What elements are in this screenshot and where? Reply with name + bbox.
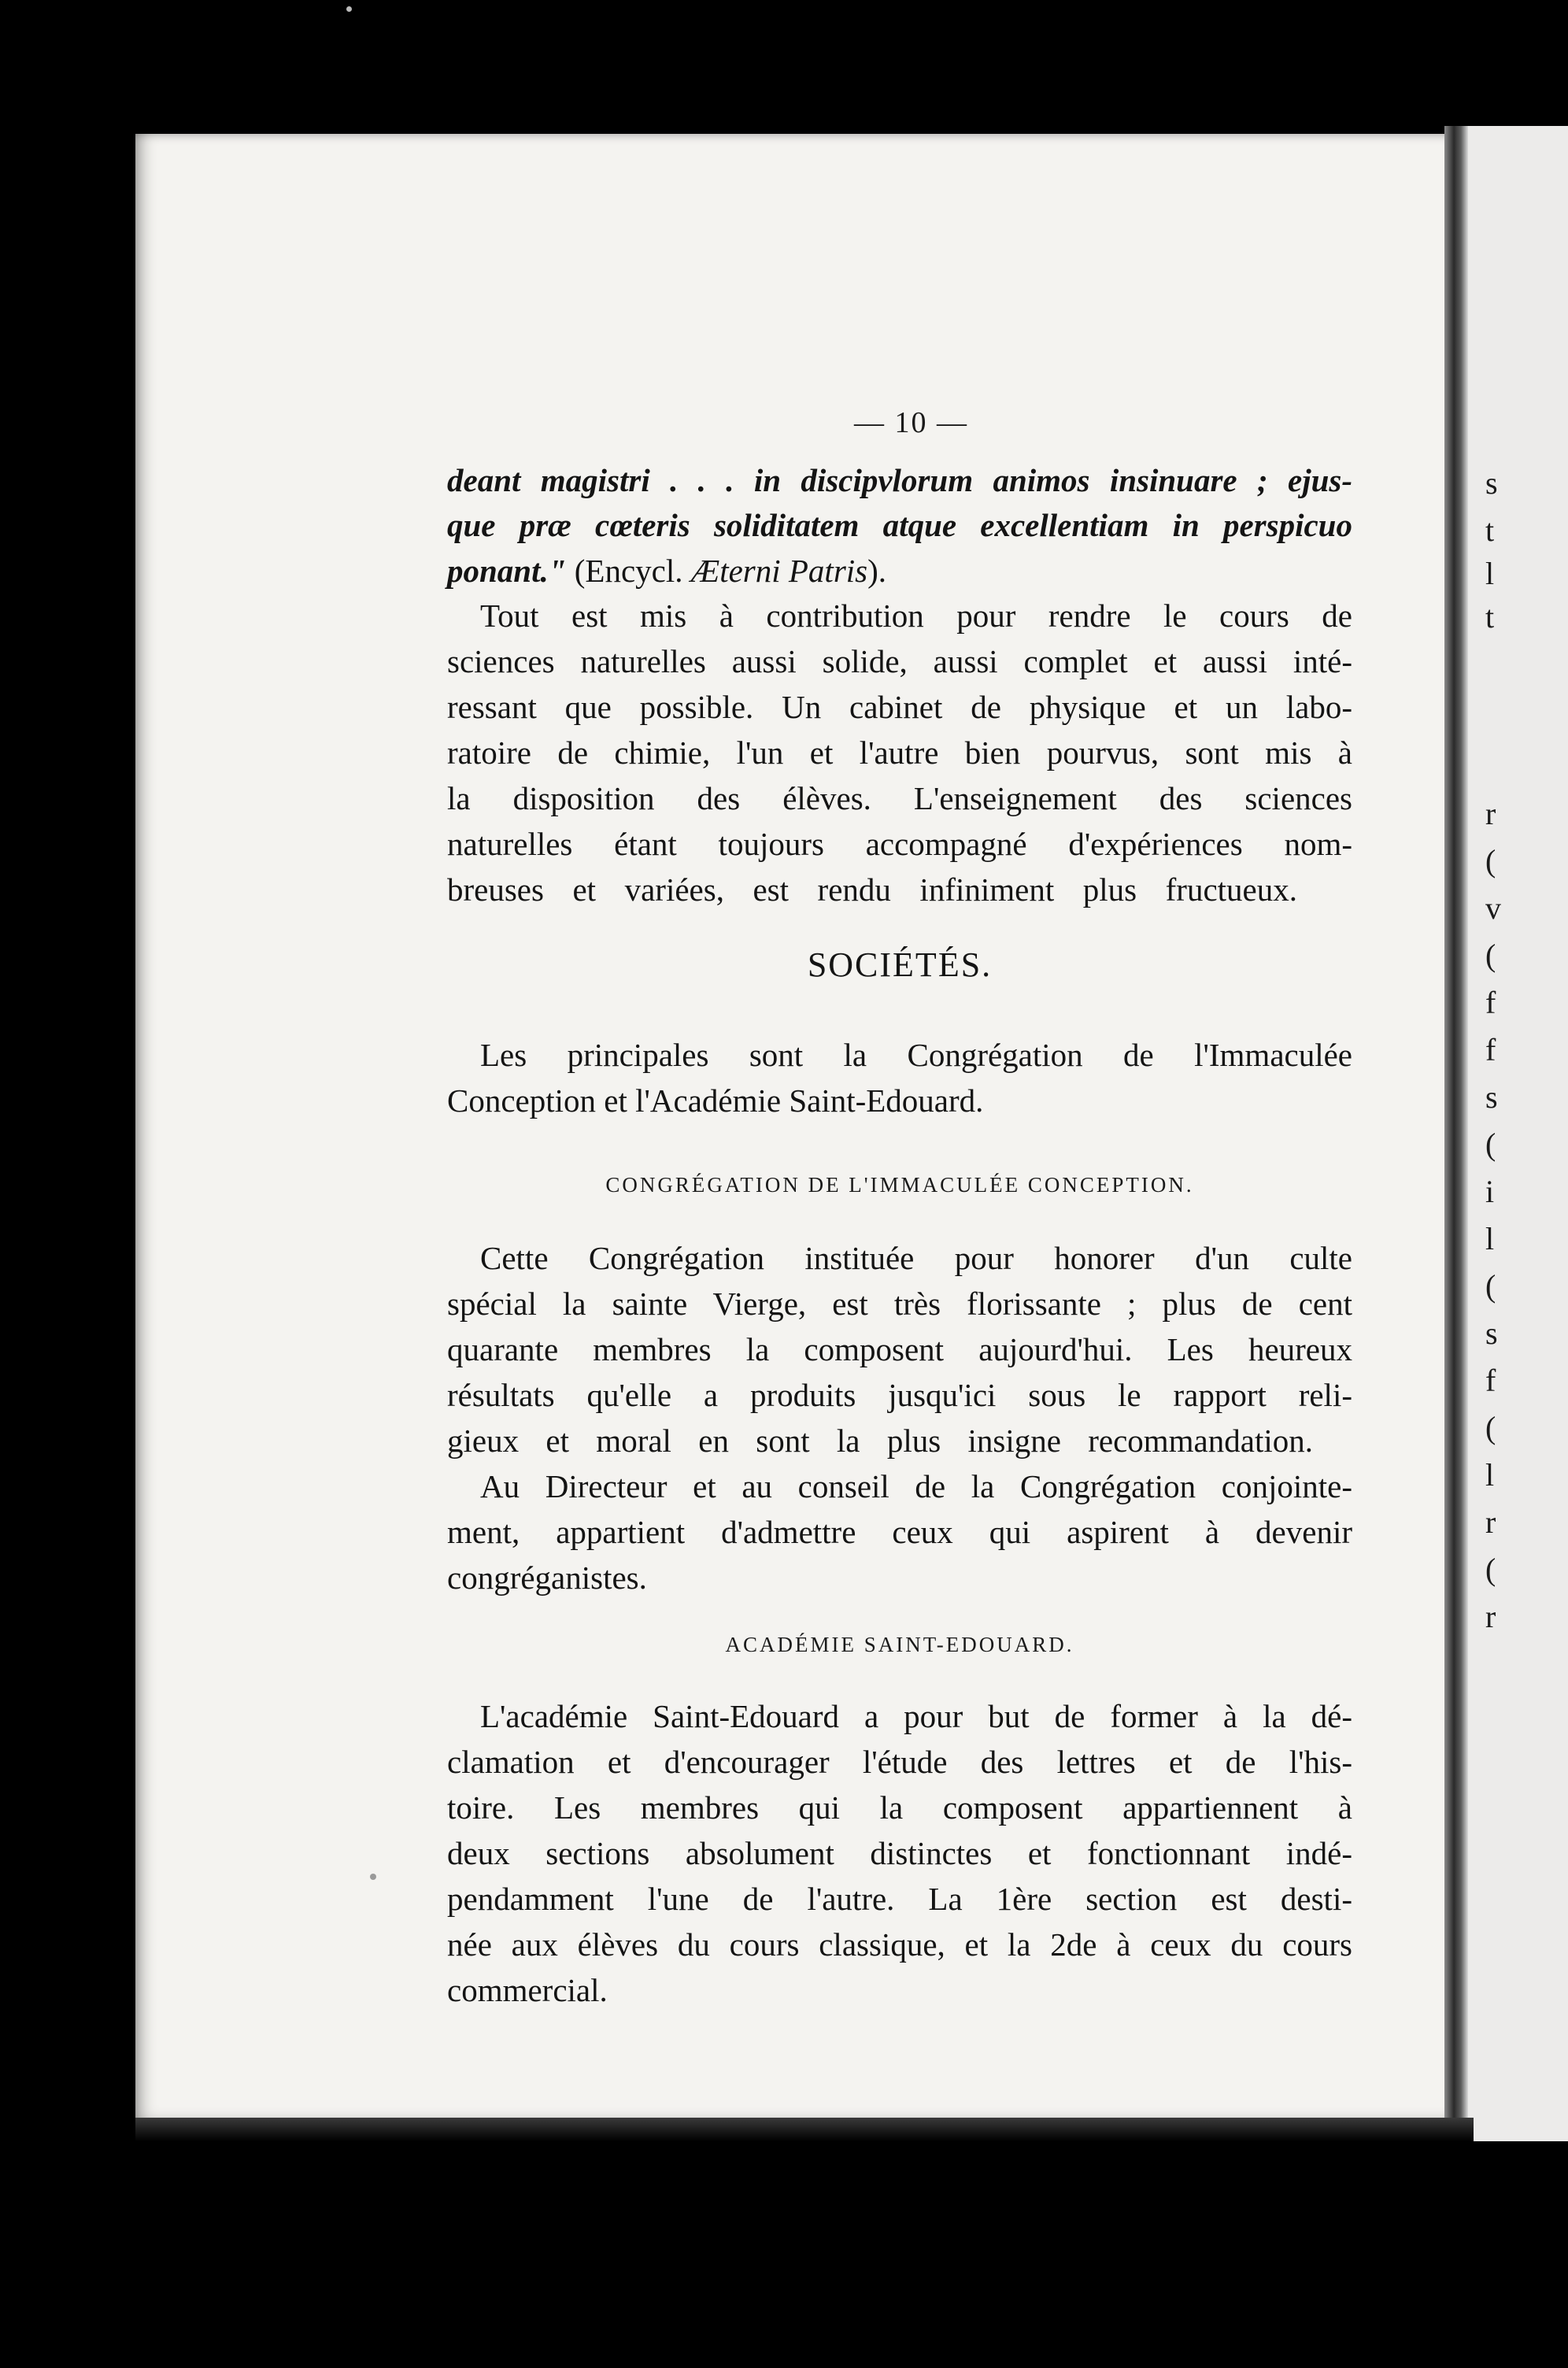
latin-citation-line xyxy=(447,555,1352,587)
paragraph-line: gieux et moral en sont la plus insigne recommandation. xyxy=(447,1423,1313,1459)
page-number: — 10 — xyxy=(854,406,968,439)
adjacent-page-fragment: f xyxy=(1485,1032,1496,1067)
paragraph-line: pendamment l'une de l'autre. La 1ère section est desti- xyxy=(447,1881,1352,1917)
page-bottom-shadow xyxy=(135,2118,1474,2141)
paragraph-line: deux sections absolument distinctes et fonctionnant indé- xyxy=(447,1835,1352,1871)
subheading-congregation: CONGRÉGATION DE L'IMMACULÉE CONCEPTION. xyxy=(605,1173,1194,1197)
paragraph-line: Les principales sont la Congrégation de l'Immaculée xyxy=(480,1037,1352,1073)
adjacent-page-fragment: f xyxy=(1485,985,1496,1020)
paragraph-line: commercial. xyxy=(447,1972,608,2008)
paper-speck xyxy=(370,1874,376,1880)
adjacent-page-fragment: ( xyxy=(1485,843,1496,879)
adjacent-page-fragment: f xyxy=(1485,1363,1496,1398)
paragraph-line: spécial la sainte Vierge, est très florissante ; plus de cent xyxy=(447,1286,1352,1322)
latin-quote-line-2: que præ cœteris soliditatem atque excellentiam in perspicuo xyxy=(447,507,1352,543)
adjacent-page-fragment: r xyxy=(1485,1599,1496,1634)
paragraph-line: toire. Les membres qui la composent appartiennent à xyxy=(447,1789,1352,1826)
paper-speck xyxy=(346,6,352,12)
citation-end: ). xyxy=(867,553,887,589)
paragraph-line: Au Directeur et au conseil de la Congrégation conjointe- xyxy=(480,1468,1352,1504)
paragraph-line: sciences naturelles aussi solide, aussi complet et aussi inté- xyxy=(447,643,1352,679)
paragraph-line: ratoire de chimie, l'un et l'autre bien pourvus, sont mis à xyxy=(447,734,1352,771)
adjacent-page-fragment: l xyxy=(1485,556,1495,591)
adjacent-page-fragment: t xyxy=(1485,512,1495,548)
paragraph-line: breuses et variées, est rendu infiniment plus fructueux. xyxy=(447,871,1297,908)
paragraph-line: quarante membres la composent aujourd'hui. Les heureux xyxy=(447,1331,1352,1367)
paragraph-line: Conception et l'Académie Saint-Edouard. xyxy=(447,1082,984,1119)
adjacent-page-fragment: r xyxy=(1485,1504,1496,1540)
paragraph-line: naturelles étant toujours accompagné d'expériences nom- xyxy=(447,826,1352,862)
adjacent-page-fragment: ( xyxy=(1485,938,1496,973)
adjacent-page-fragment: ( xyxy=(1485,1268,1496,1304)
citation-italic: ponant." xyxy=(447,553,567,589)
adjacent-page-fragment: l xyxy=(1485,1457,1495,1493)
paragraph-line: ressant que possible. Un cabinet de physique et un labo- xyxy=(447,689,1352,725)
section-heading-societes: SOCIÉTÉS. xyxy=(807,945,993,984)
adjacent-page-fragment: s xyxy=(1485,1079,1498,1115)
adjacent-page-fragment: ( xyxy=(1485,1410,1496,1445)
paragraph-line: née aux élèves du cours classique, et la 2de à ceux du cours xyxy=(447,1926,1352,1963)
citation-plain: (Encycl. xyxy=(566,553,691,589)
adjacent-page-fragment: i xyxy=(1485,1174,1495,1209)
paragraph-line: Cette Congrégation instituée pour honorer d'un culte xyxy=(480,1240,1352,1276)
paragraph-line: résultats qu'elle a produits jusqu'ici sous le rapport reli- xyxy=(447,1377,1352,1413)
adjacent-page-fragment: l xyxy=(1485,1221,1495,1256)
paragraph-line: congréganistes. xyxy=(447,1560,647,1596)
paragraph-line: ment, appartient d'admettre ceux qui aspirent à devenir xyxy=(447,1514,1352,1550)
book-gutter xyxy=(1444,126,1468,2141)
adjacent-page-fragment: ( xyxy=(1485,1552,1496,1587)
subheading-academie: ACADÉMIE SAINT-EDOUARD. xyxy=(725,1633,1074,1656)
adjacent-page-strip xyxy=(1468,126,1568,2141)
adjacent-page-fragment: t xyxy=(1485,599,1495,635)
adjacent-page-fragment: v xyxy=(1485,890,1501,926)
paragraph-line: clamation et d'encourager l'étude des lettres et de l'his- xyxy=(447,1744,1352,1780)
paragraph-line: Tout est mis à contribution pour rendre le cours de xyxy=(480,598,1352,634)
paragraph-line: L'académie Saint-Edouard a pour but de former à la dé- xyxy=(480,1698,1352,1734)
paragraph-line: la disposition des élèves. L'enseignement des sciences xyxy=(447,780,1352,816)
adjacent-page-fragment: r xyxy=(1485,796,1496,831)
adjacent-page-fragment: s xyxy=(1485,465,1498,501)
latin-quote-line-1: deant magistri . . . in discipvlorum animos insinuare ; ejus- xyxy=(447,462,1352,498)
adjacent-page-fragment: s xyxy=(1485,1315,1498,1351)
adjacent-page-fragment: ( xyxy=(1485,1127,1496,1162)
citation-source: Æterni Patris xyxy=(690,553,868,589)
